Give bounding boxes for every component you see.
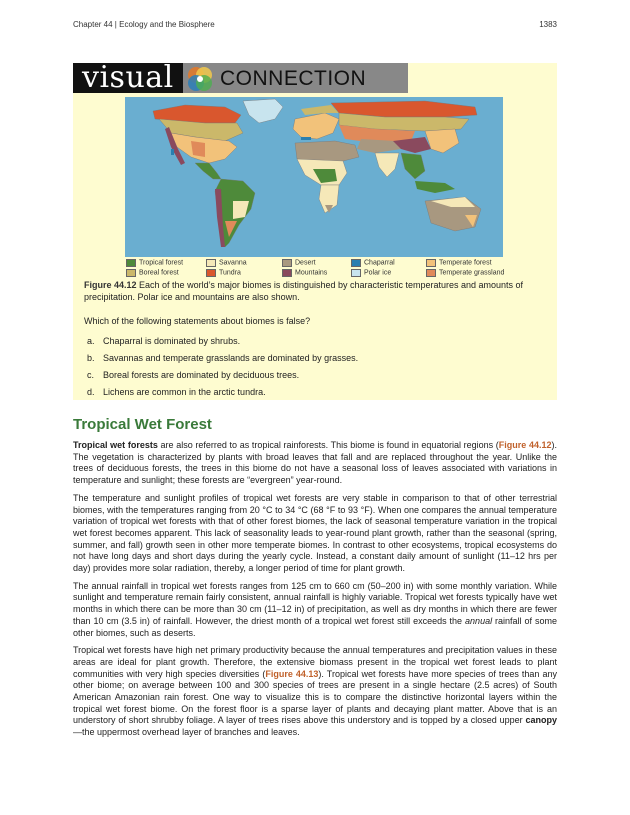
- legend-label: Tundra: [219, 269, 241, 277]
- term-tropical-wet-forests: Tropical wet forests: [73, 440, 158, 450]
- figure-link-44-12[interactable]: Figure 44.12: [498, 440, 552, 450]
- connection-word: CONNECTION: [220, 67, 367, 90]
- legend-label: Tropical forest: [139, 259, 184, 267]
- legend-item: [126, 259, 183, 268]
- legend-item: [126, 269, 179, 278]
- legend-swatch: [206, 259, 216, 267]
- option-letter: d.: [87, 387, 95, 397]
- option-letter: b.: [87, 353, 95, 363]
- p3-text-a: The annual rainfall in tropical wet forests ranges from 125 cm to 660 cm (50–200 in) with some monthly variation. While sunlight and temperature remain fairly consistent, annual rainfall is highly variable. Tropical wet forests typically have wet months in which there can be more than 30 cm (11–12 in) of precipitation, as well as dry months in which there are fewer than 10 cm (3.5 in) of rainfall. However, the driest month of a tropical wet forest still exceeds the: [73, 580, 557, 626]
- visual-label-block: [73, 60, 183, 95]
- option-text: Chaparral is dominated by shrubs.: [103, 336, 241, 346]
- connection-logo-icon: [185, 64, 215, 94]
- legend-item: [351, 259, 395, 268]
- legend-label: Boreal forest: [139, 269, 179, 277]
- p3-emphasis: annual: [465, 615, 493, 626]
- option-letter: a.: [87, 336, 95, 346]
- legend-label: Chaparral: [364, 259, 395, 267]
- p4-text-a: Tropical wet forests have high net primary productivity because the annual temperatures and precipitation values in these areas are ideal for plant growth. Therefore, the extensive biomass present in the tropical wet forest leads to plant communities with very high species diversities (: [73, 645, 557, 679]
- visual-word: visual: [82, 60, 174, 95]
- world-biome-map: [125, 97, 503, 257]
- page-number: 1383: [539, 20, 557, 29]
- p1-text-a: are also referred to as tropical rainforests. This biome is found in equatorial regions (: [157, 440, 499, 450]
- p4-text-c: —the uppermost overhead layer of branches and leaves.: [73, 727, 300, 738]
- running-head: [73, 20, 557, 32]
- legend-item: [282, 269, 327, 278]
- legend-swatch: [282, 269, 292, 277]
- legend-swatch: [206, 269, 216, 277]
- answer-option: [87, 336, 537, 353]
- caption-text: Each of the world’s major biomes is distinguished by characteristic temperatures and amounts of precipitation. Polar ice and mountains are also shown.: [84, 280, 524, 302]
- legend-swatch: [126, 269, 136, 277]
- legend-item: [206, 259, 247, 268]
- legend-swatch: [351, 259, 361, 267]
- legend-item: [206, 269, 241, 278]
- paragraph-4: [73, 645, 557, 739]
- legend-label: Temperate forest: [439, 259, 492, 267]
- p1-text-b: ). The vegetation is characterized by plants with broad leaves that fall and are replaced throughout the year. Unlike the trees of deciduous forests, the trees in this biome do not have a seasonal loss of leaves associated with variations in temperature and sunlight; these forests are “evergreen” year-round.: [73, 440, 557, 486]
- answer-options: [87, 336, 537, 404]
- answer-option: [87, 387, 537, 404]
- option-letter: c.: [87, 370, 95, 380]
- legend-label: Savanna: [219, 259, 247, 267]
- legend-swatch: [426, 269, 436, 277]
- figure-link-44-13[interactable]: Figure 44.13: [265, 668, 319, 679]
- legend-label: Mountains: [295, 269, 328, 277]
- paragraph-2: The temperature and sunlight profiles of tropical wet forests are very stable in comparison to that of other terrestrial biomes, with the temperatures ranging from 20 °C to 34 °C (68 °F to 93 °F). When one compares the annual temperature variation of tropical wet forests with that of other forest biomes, the lack of seasonal temperature variation in the tropical wet forest becomes apparent. This lack of seasonality leads to year-round plant growth, rather than the seasonal (spring, summer, and fall) growth seen in other more temperate biomes. In contrast to other ecosystems, tropical ecosystems do not have long days and short days during the yearly cycle. Instead, a constant daily amount of sunlight (11–12 hrs per day) provides more solar radiation, thereby, a longer period of time for plant growth.: [73, 492, 557, 574]
- paragraph-3: [73, 581, 557, 640]
- option-text: Savannas and temperate grasslands are dominated by grasses.: [103, 353, 359, 363]
- answer-option: [87, 353, 537, 370]
- visual-connection-banner: [73, 60, 408, 95]
- legend-label: Temperate grassland: [439, 269, 505, 277]
- figure-label: Figure 44.12: [84, 280, 137, 290]
- legend-item: [426, 269, 504, 278]
- figure-caption: [84, 279, 546, 303]
- p4-text-b: ). Tropical wet forests have more species of trees than any other biome; on average between 100 and 300 species of trees are present in a single hectare (2.5 acres) of South American Amazonian rain forest. One way to visualize this is to compare the distinctive horizontal layers within the tropical wet forest biome. On the forest floor is a sparse layer of plants and decaying plant matter. Above that is an understory of short shrubby foliage. A layer of trees rises above this understory and is topped by a closed upper: [73, 668, 557, 726]
- answer-option: [87, 370, 537, 387]
- legend-item: [426, 259, 492, 268]
- term-canopy: canopy: [525, 715, 557, 726]
- legend-item: [282, 259, 316, 268]
- visual-connection-box: [73, 60, 557, 400]
- quiz-question: Which of the following statements about biomes is false?: [84, 316, 311, 326]
- legend-label: Polar ice: [364, 269, 392, 277]
- legend-item: [351, 269, 391, 278]
- legend-label: Desert: [295, 259, 316, 267]
- chapter-title: Chapter 44 | Ecology and the Biosphere: [73, 20, 215, 29]
- option-text: Lichens are common in the arctic tundra.: [103, 387, 266, 397]
- option-text: Boreal forests are dominated by deciduous trees.: [103, 370, 300, 380]
- legend-swatch: [126, 259, 136, 267]
- p3-text-b: rainfall of some other biomes, such as deserts.: [73, 615, 558, 638]
- section-title: Tropical Wet Forest: [73, 416, 212, 433]
- paragraph-1: [73, 440, 557, 487]
- legend-swatch: [351, 269, 361, 277]
- legend-swatch: [426, 259, 436, 267]
- body-text: [73, 440, 557, 745]
- legend-swatch: [282, 259, 292, 267]
